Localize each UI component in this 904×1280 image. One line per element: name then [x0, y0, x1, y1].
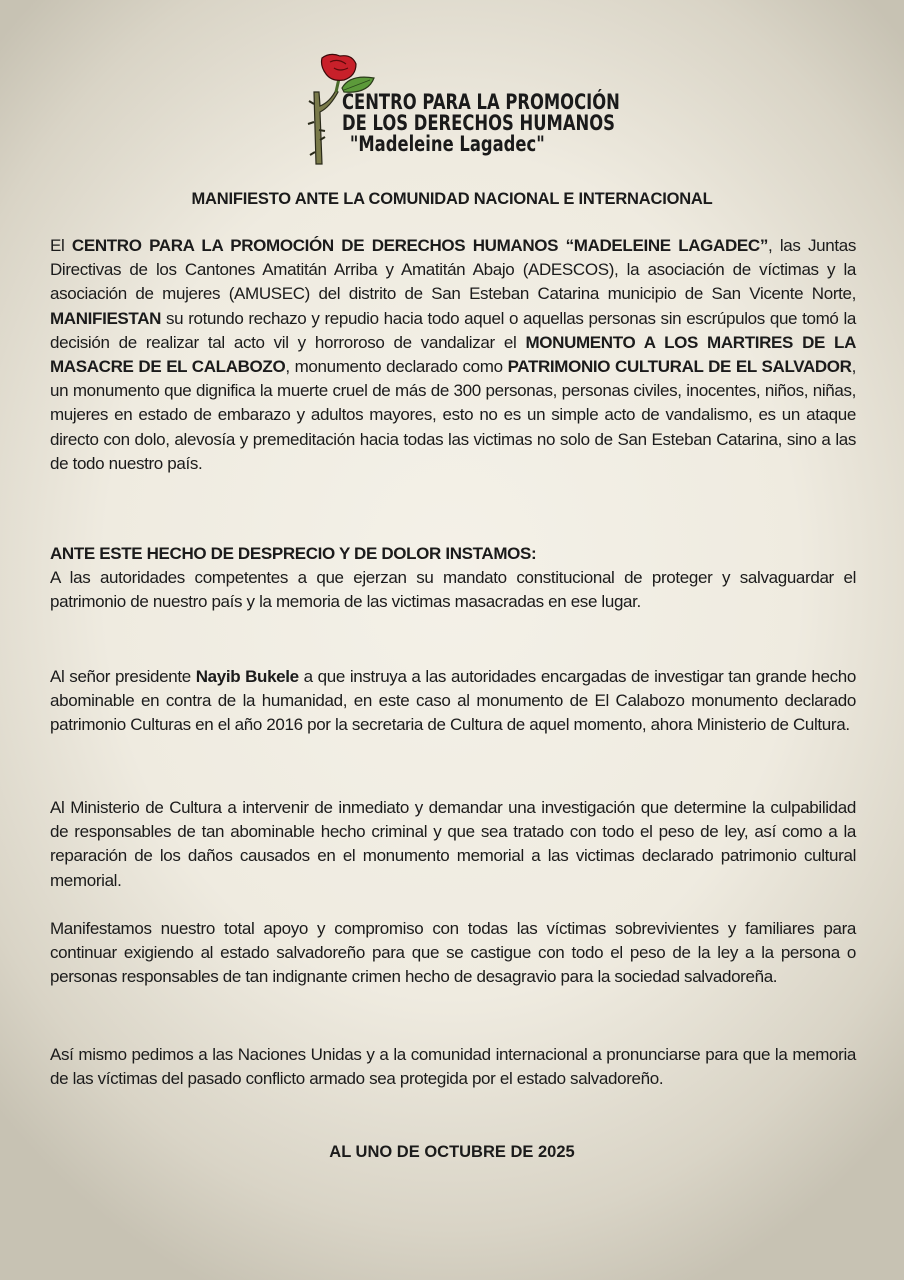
- autoridades-paragraph: A las autoridades competentes a que ejerzan su mandato constitucional de proteger y salvaguardar el patrimonio de nuestro país y la memoria de las victimas masacradas en ese lugar.: [50, 568, 856, 612]
- ministerio-paragraph: Al Ministerio de Cultura a intervenir de inmediato y demandar una investigación que determine la culpabilidad de responsables de tan abominable hecho criminal y que sea tratado con todo el peso de ley, así como a la reparación de los daños causados en el monumento memorial a las victimas declarado patrimonio cultural memorial.: [50, 798, 856, 890]
- logo-line-3: "Madeleine Lagadec": [349, 132, 545, 156]
- presidente-text-1: Al señor presidente: [50, 667, 196, 686]
- intro-text-1: El: [50, 236, 72, 255]
- section-heading: ANTE ESTE HECHO DE DESPRECIO Y DE DOLOR INSTAMOS:: [50, 544, 537, 563]
- presidente-text-2: a que instruya a las autoridades encargadas de investigar tan grande hecho abominable en contra de la humanidad, en este caso al monumento de El Calabozo monumento declarado patrimonio Culturas en el año 2016 por la secretaria de Cultura de aquel momento, ahora Ministerio de Cultura.: [50, 667, 856, 735]
- document-title: MANIFIESTO ANTE LA COMUNIDAD NACIONAL E INTERNACIONAL: [191, 190, 713, 208]
- logo-text: [342, 90, 620, 156]
- manifestamos-paragraph: Manifestamos nuestro total apoyo y compromiso con todas las víctimas sobrevivientes y familiares para continuar exigiendo al estado salvadoreño para que se castigue con todo el peso de la ley a la persona o personas responsables de tan indignante crimen hecho de desagravio para la sociedad salvadoreña.: [50, 919, 856, 987]
- naciones-paragraph: Así mismo pedimos a las Naciones Unidas y a la comunidad internacional a pronunciarse para que la memoria de las víctimas del pasado conflicto armado sea protegida por el estado salvadoreño.: [50, 1045, 856, 1089]
- intro-text-5: , un monumento que dignifica la muerte cruel de más de 300 personas, personas civiles, inocentes, niños, niñas, mujeres en estado de embarazo y adultos mayores, esto no es un simple acto de vandalismo, es un ataque directo con dolo, alevosía y premeditación hacia todas las victimas no solo de San Esteban Catarina, sino a las de todo nuestro país.: [50, 357, 856, 473]
- monument-name: MONUMENTO A LOS MARTIRES DE LA MASACRE DE EL CALABOZO: [50, 332, 857, 377]
- logo-line-2: DE LOS DERECHOS HUMANOS: [342, 111, 615, 135]
- intro-text-4: , monumento declarado como: [285, 357, 508, 377]
- organization-name: CENTRO PARA LA PROMOCIÓN DE DERECHOS HUMANOS “MADELEINE LAGADEC”: [71, 236, 768, 255]
- intro-text-2: , las Juntas Directivas de los Cantones Amatitán Arriba y Amatitán Abajo (ADESCOS), la asociación de víctimas y la asociación de mujeres (AMUSEC) del distrito de San Esteban Catarina municipio de San Vicente Norte,: [50, 236, 856, 304]
- closing-date: AL UNO DE OCTUBRE DE 2025: [329, 1143, 575, 1161]
- manifiestan-keyword: MANIFIESTAN: [50, 308, 162, 328]
- logo-line-1: CENTRO PARA LA PROMOCIÓN: [342, 90, 620, 114]
- president-name: Nayib Bukele: [195, 667, 299, 686]
- presidente-paragraph: [50, 665, 856, 738]
- intro-paragraph: [50, 234, 856, 476]
- patrimonio-label: PATRIMONIO CULTURAL DE EL SALVADOR: [507, 357, 852, 377]
- organization-logo: [300, 52, 620, 168]
- intro-text-3: su rotundo rechazo y repudio hacia todo aquel o aquellas personas sin escrúpulos que tomó la decisión de realizar tal acto vil y horroroso de vandalizar el: [50, 308, 856, 352]
